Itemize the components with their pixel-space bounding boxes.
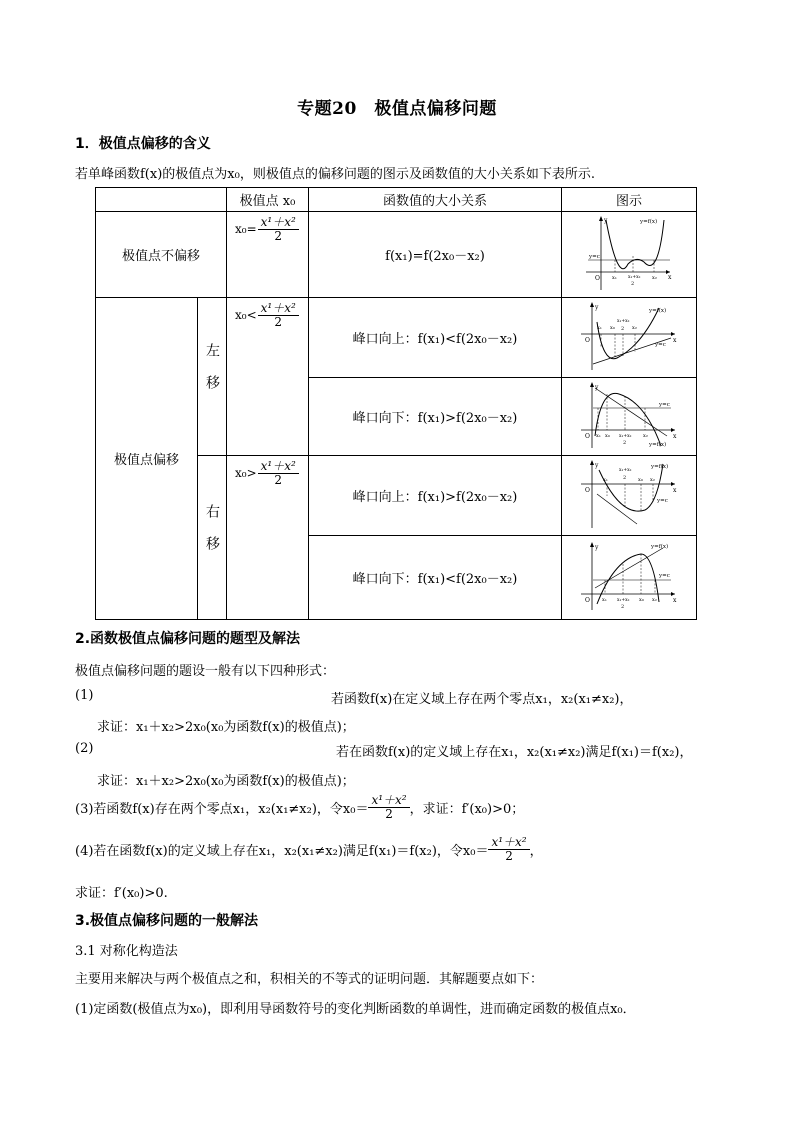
graph-x1-label: x₁: [612, 274, 617, 281]
graph-origin-label: O: [585, 336, 590, 344]
graph-right-up: [579, 458, 679, 530]
no-offset-relation: f(x₁)=f(2x₀－x₂): [309, 212, 562, 298]
header-x0: 极值点 x₀: [227, 188, 309, 212]
graph-y-label: y: [595, 543, 599, 551]
graph-mid-label: x₁+x₂: [617, 318, 630, 324]
graph-x2-label: x₂: [650, 476, 655, 483]
graph-x-label: x: [668, 273, 672, 281]
graph-y-label: y: [595, 383, 599, 391]
form-4-fraction: [488, 836, 529, 862]
form-2-text: 若在函数f(x)的定义域上存在x₁，x₂(x₁≠x₂)满足f(x₁)＝f(x₂)，: [336, 745, 693, 760]
graph-mid-label: x₁+x₂: [617, 597, 630, 603]
graph-x1-label: x₁: [602, 596, 607, 603]
form-4: [75, 836, 543, 862]
left-up-graph-cell: [562, 298, 697, 378]
left-down-relation: 峰口向下：f(x₁)>f(2x₀－x₂): [309, 378, 562, 456]
right-shift-label-cell: [198, 456, 227, 620]
graph-y-label: y: [604, 216, 608, 224]
graph-x-label: x: [673, 596, 677, 604]
fraction-numerator: x¹＋x²: [258, 302, 299, 316]
fraction-numerator: x¹＋x²: [258, 460, 299, 474]
section-2-intro: 极值点偏移问题的题设一般有以下四种形式：: [75, 664, 336, 679]
graph-c-label: y=c: [659, 572, 670, 579]
graph-fx-label: y=f(x): [651, 543, 669, 550]
graph-origin-label: O: [585, 596, 590, 604]
right-x0-cell: [227, 456, 309, 620]
graph-c-label: y=c: [589, 253, 600, 260]
fraction-denominator: 2: [274, 228, 283, 243]
x0-prefix: x₀>: [235, 466, 257, 481]
fraction: [258, 216, 299, 242]
graph-left-up: [579, 300, 679, 372]
header-empty: [96, 188, 227, 212]
section-1-heading: 1．极值点偏移的含义: [75, 136, 211, 152]
graph-left-down: [579, 380, 679, 450]
graph-origin-label: O: [585, 486, 590, 494]
left-down-graph-cell: [562, 378, 697, 456]
right-down-relation: 峰口向下：f(x₁)<f(2x₀－x₂): [309, 536, 562, 620]
graph-two-label: 2: [621, 325, 625, 332]
fraction-denominator: 2: [505, 848, 513, 863]
graph-x1-label: x₁: [597, 324, 602, 331]
graph-x2-label: x₂: [652, 596, 657, 603]
fraction: [258, 302, 299, 328]
graph-origin-label: O: [585, 432, 590, 440]
right-up-graph-cell: [562, 456, 697, 536]
graph-x1-label: x₁: [596, 432, 601, 439]
graph-x2-label: x₂: [643, 432, 648, 439]
fraction-numerator: x¹＋x²: [258, 216, 299, 230]
graph-two-label: 2: [631, 280, 635, 287]
section-1-intro: 若单峰函数f(x)的极值点为x₀，则极值点的偏移问题的图示及函数值的大小关系如下表所示.: [75, 167, 595, 182]
fraction-denominator: 2: [274, 472, 283, 487]
graph-x-label: x: [673, 336, 677, 344]
right-down-graph-cell: [562, 536, 697, 620]
section-3-intro: 主要用来解决与两个极值点之和，积相关的不等式的证明问题．其解题要点如下：: [75, 972, 544, 987]
no-offset-graph-cell: [562, 212, 697, 298]
graph-two-label: 2: [621, 603, 625, 610]
graph-x0-label: x₀: [610, 324, 615, 331]
form-1-text: 若函数f(x)在定义域上存在两个零点x₁，x₂(x₁≠x₂)，: [331, 692, 633, 707]
row-offset-label: 极值点偏移: [96, 298, 198, 620]
fraction-denominator: 2: [274, 314, 283, 329]
graph-fx-label: y=f(x): [649, 441, 667, 448]
right-x0-formula: [235, 460, 299, 486]
header-graph: 图示: [562, 188, 697, 212]
left-shift-label: 左移: [204, 342, 220, 407]
graph-mid-label: x₁+x₂: [628, 274, 641, 280]
left-x0-formula: [235, 302, 299, 328]
fraction-numerator: x¹＋x²: [368, 794, 409, 808]
graph-mid-label: x₁+x₂: [619, 467, 632, 473]
form-4-pre: (4)若在函数f(x)的定义域上存在x₁，x₂(x₁≠x₂)满足f(x₁)＝f(x₂)，令x₀＝: [75, 843, 489, 859]
section-3-step-1: (1)定函数(极值点为x₀)，即利用导函数符号的变化判断函数的单调性，进而确定函数的极值点x₀．: [75, 1002, 636, 1017]
graph-c-label: y=c: [655, 341, 666, 348]
form-1-proof: 求证：x₁＋x₂>2x₀(x₀为函数f(x)的极值点)；: [97, 720, 355, 735]
form-3-fraction: [368, 794, 409, 820]
graph-y-label: y: [595, 303, 599, 311]
left-shift-label-cell: [198, 298, 227, 456]
graph-y-label: y: [595, 461, 599, 469]
graph-x2-label: x₂: [632, 324, 637, 331]
graph-x0-label: x₀: [605, 432, 610, 439]
graph-mid-label: x₁+x₂: [619, 433, 632, 439]
graph-fx-label: y=f(x): [640, 218, 658, 225]
graph-fx-label: y=f(x): [651, 463, 669, 470]
form-3: [75, 794, 524, 820]
graph-c-label: y=c: [657, 497, 668, 504]
header-relation: 函数值的大小关系: [309, 188, 562, 212]
x0-prefix: x₀=: [235, 222, 257, 237]
fraction-denominator: 2: [385, 806, 393, 821]
form-2-proof: 求证：x₁＋x₂>2x₀(x₀为函数f(x)的极值点)；: [97, 774, 355, 789]
section-3-heading: 3.极值点偏移问题的一般解法: [75, 913, 259, 929]
form-3-post: ，求证：f′(x₀)>0；: [409, 801, 525, 817]
form-1-number: (1): [75, 688, 94, 703]
graph-x0-label: x₀: [639, 596, 644, 603]
graph-two-label: 2: [623, 474, 627, 481]
row-no-offset-label: 极值点不偏移: [96, 212, 227, 298]
page-title: 专题20 极值点偏移问题: [297, 99, 497, 119]
left-x0-cell: [227, 298, 309, 456]
graph-no-offset: [584, 214, 674, 292]
fraction-numerator: x¹＋x²: [488, 836, 529, 850]
section-2-heading: 2.函数极值点偏移问题的题型及解法: [75, 631, 301, 647]
x0-prefix: x₀<: [235, 308, 257, 323]
graph-x0-label: x₀: [638, 476, 643, 483]
form-4-proof: 求证：f′(x₀)>0.: [75, 886, 168, 901]
graph-fx-label: y=f(x): [649, 307, 667, 314]
graph-x-label: x: [673, 432, 677, 440]
right-up-relation: 峰口向上：f(x₁)>f(2x₀－x₂): [309, 456, 562, 536]
graph-two-label: 2: [623, 439, 627, 446]
graph-x2-label: x₂: [652, 274, 657, 281]
form-3-pre: (3)若函数f(x)存在两个零点x₁，x₂(x₁≠x₂)，令x₀＝: [75, 801, 369, 817]
graph-c-label: y=c: [659, 401, 670, 408]
offset-table: [95, 187, 697, 620]
no-offset-x0-formula: [235, 216, 299, 242]
form-2-number: (2): [75, 741, 94, 756]
form-4-post: ，: [529, 843, 543, 859]
fraction: [258, 460, 299, 486]
graph-x1-label: x₁: [603, 476, 608, 483]
section-3-subheading: 3.1 对称化构造法: [75, 944, 178, 959]
left-up-relation: 峰口向上：f(x₁)<f(2x₀－x₂): [309, 298, 562, 378]
graph-right-down: [579, 540, 679, 612]
graph-origin-label: O: [595, 274, 600, 282]
graph-x-label: x: [673, 486, 677, 494]
right-shift-label: 右移: [204, 503, 220, 568]
no-offset-x0-cell: [227, 212, 309, 298]
